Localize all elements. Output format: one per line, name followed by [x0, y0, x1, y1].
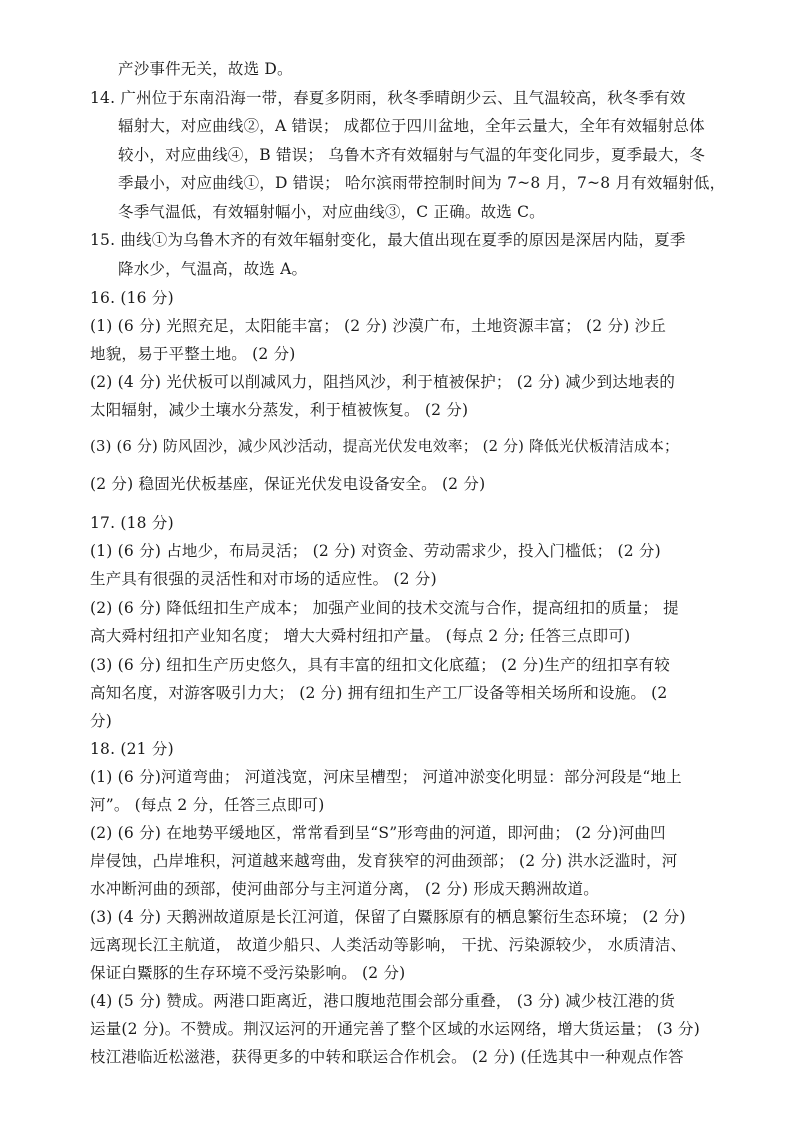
text-line: (1) (6 分) 光照充足，太阳能丰富； (2 分) 沙漠广布，土地资源丰富； (2 分) 沙丘	[90, 317, 666, 335]
text-line: 季最小，对应曲线①，D 错误； 哈尔滨雨带控制时间为 7~8 月，7~8 月有效辐射低，	[118, 174, 726, 192]
text-line: 17. (18 分)	[90, 514, 174, 532]
text-line: 高知名度，对游客吸引力大； (2 分) 拥有纽扣生产工厂设备等相关场所和设施。 (2	[90, 684, 668, 702]
text-line: (2) (6 分) 在地势平缓地区，常常看到呈“S”形弯曲的河道，即河曲； (2 分)河曲凹	[90, 824, 666, 842]
text-line: (3) (6 分) 防风固沙，减少风沙活动，提高光伏发电效率； (2 分) 降低光伏板清洁成本；	[90, 438, 680, 455]
text-line: 冬季气温低，有效辐射幅小，对应曲线③，C 正确。故选 C。	[118, 203, 545, 221]
text-line: 高大舜村纽扣产业知名度； 增大大舜村纽扣产量。 (每点 2 分; 任答三点即可)	[90, 627, 631, 645]
text-line: 岸侵蚀，凸岸堆积，河道越来越弯曲，发育狭窄的河曲颈部； (2 分) 洪水泛滥时，河	[90, 852, 678, 870]
text-line: (2 分) 稳固光伏板基座，保证光伏发电设备安全。 (2 分)	[90, 475, 486, 493]
text-line: 14. 广州位于东南沿海一带，春夏多阴雨，秋冬季晴朗少云、且气温较高，秋冬季有效	[90, 89, 686, 107]
text-line: 生产具有很强的灵活性和对市场的适应性。 (2 分)	[90, 570, 437, 588]
text-line: 降水少，气温高，故选 A。	[118, 260, 308, 278]
text-line: 河”。 (每点 2 分，任答三点即可)	[90, 796, 325, 814]
text-line: 太阳辐射，减少土壤水分蒸发，利于植被恢复。 (2 分)	[90, 401, 469, 419]
text-line: (1) (6 分)河道弯曲； 河道浅宽，河床呈槽型； 河道冲淤变化明显：部分河段是“地上	[90, 768, 682, 786]
text-line: 水冲断河曲的颈部，使河曲部分与主河道分离， (2 分) 形成天鹅洲故道。	[90, 880, 599, 898]
text-line: 枝江港临近松滋港，获得更多的中转和联运合作机会。 (2 分) (任选其中一种观点作答	[90, 1048, 684, 1066]
text-line: 辐射大，对应曲线②，A 错误； 成都位于四川盆地，全年云量大，全年有效辐射总体	[118, 117, 705, 135]
text-line: 地貌，易于平整土地。 (2 分)	[90, 345, 296, 363]
text-line: (3) (6 分) 纽扣生产历史悠久，具有丰富的纽扣文化底蕴； (2 分)生产的纽扣享有较	[90, 656, 671, 674]
text-line: (1) (6 分) 占地少，布局灵活； (2 分) 对资金、劳动需求少，投入门槛低； (2 分)	[90, 542, 661, 560]
text-line: 18. (21 分)	[90, 740, 174, 758]
text-line: 分)	[90, 712, 112, 730]
text-line: (3) (4 分) 天鹅洲故道原是长江河道，保留了白鱀豚原有的栖息繁衍生态环境； (2 分)	[90, 908, 686, 926]
text-line: 运量(2 分)。不赞成。荆汉运河的开通完善了整个区域的水运网络，增大货运量； (3 分)	[90, 1020, 700, 1038]
text-line: 远离现长江主航道， 故道少船只、人类活动等影响， 干扰、污染源较少， 水质清洁、	[90, 936, 687, 954]
text-line: (2) (6 分) 降低纽扣生产成本； 加强产业间的技术交流与合作，提高纽扣的质量； 提	[90, 599, 679, 617]
text-line: (2) (4 分) 光伏板可以削减风力，阻挡风沙，利于植被保护； (2 分) 减少到达地表的	[90, 373, 676, 391]
text-line: 16. (16 分)	[90, 289, 174, 307]
text-line: 保证白鱀豚的生存环境不受污染影响。 (2 分)	[90, 964, 406, 982]
text-line: 15. 曲线①为乌鲁木齐的有效年辐射变化，最大值出现在夏季的原因是深居内陆，夏季	[90, 231, 686, 249]
text-line: 产沙事件无关，故选 D。	[118, 60, 293, 78]
text-line: 较小，对应曲线④，B 错误； 乌鲁木齐有效辐射与气温的年变化同步，夏季最大，冬	[118, 146, 706, 164]
text-line: (4) (5 分) 赞成。两港口距离近，港口腹地范围会部分重叠， (3 分) 减少枝江港的货	[90, 992, 676, 1010]
